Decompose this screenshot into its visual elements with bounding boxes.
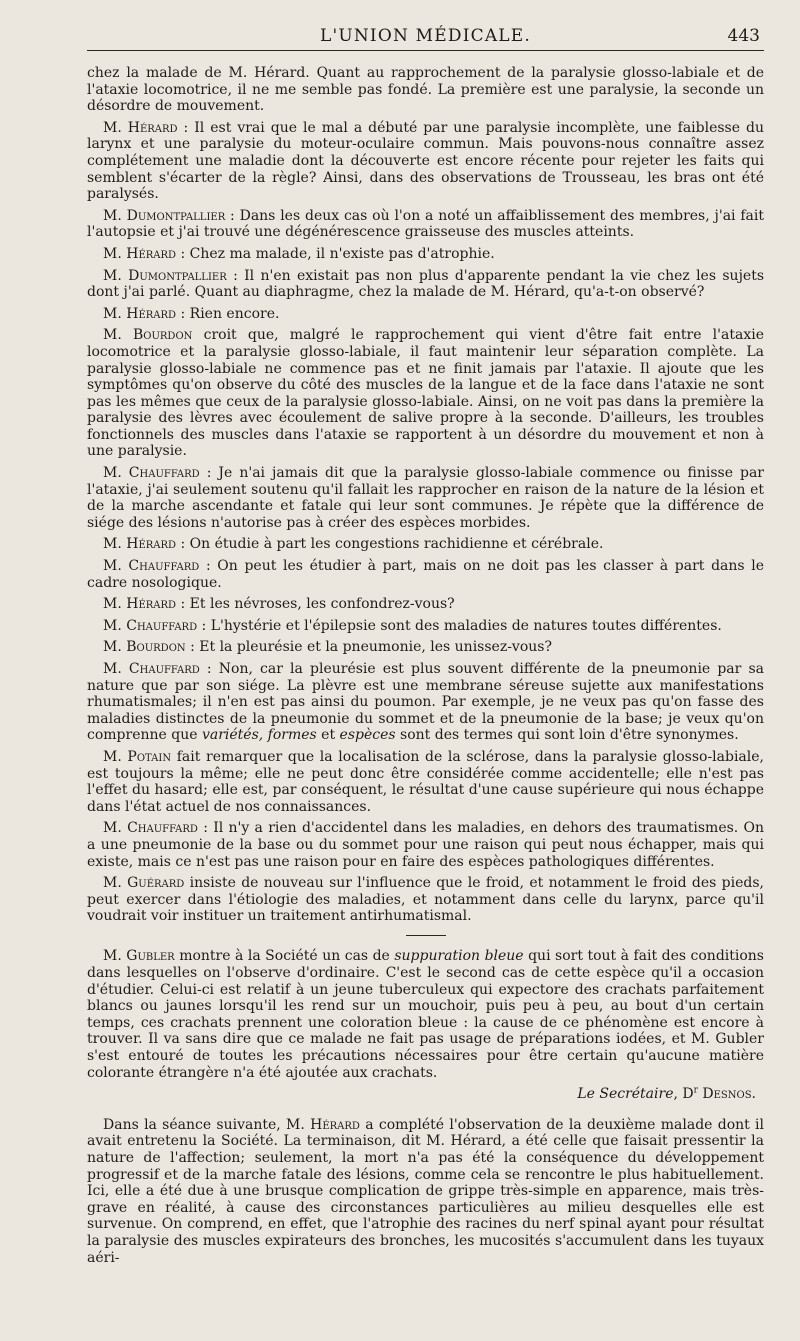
paragraph: M. Potain fait remarquer que la localisation de la sclérose, dans la paralysie glosso-labiale, est toujours la même; elle ne peut donc être considérée comme accidentelle; elle n'est pas l'effet du hasard; elle est, par conséquent, le résultat d'une cause supérieure qui nous échappe dans l'état actuel de nos connaissances. — [87, 748, 764, 815]
paragraph: M. Chauffard : L'hystérie et l'épilepsie sont des maladies de natures toutes différentes. — [103, 617, 722, 634]
paragraph: M. Guérard insiste de nouveau sur l'influence que le froid, et notamment le froid des pieds, peut exercer dans l'étiologie des maladies, et notamment dans celle du larynx, parce qu'il voudrait voir instituer un traitement antirhumatismal. — [87, 875, 764, 925]
speaker-name: M. Chauffard — [103, 661, 200, 677]
speaker-name: M. Hérard — [103, 245, 177, 262]
paragraph: chez la malade de M. Hérard. Quant au rapprochement de la paralysie glosso-labiale et de l'ataxie locomotrice, il ne me semble pas fondé. La première est une paralysie, la seconde un désordre de mouvement. — [87, 65, 764, 115]
speaker-name: M. Chauffard — [103, 617, 198, 634]
paragraph: M. Gubler montre à la Société un cas de suppuration bleue qui sort tout à fait des conditions dans lesquelles on l'observe d'ordinaire. C'est le second cas de cette espèce qu'il a occasion d'étudier. Celui-ci est relatif à un jeune tuberculeux qui expectore des crachats parfaitement blancs ou jaunes lorsqu'il les rend sur un mouchoir, puis peu à peu, au bout d'un certain temps, ces crachats prennent une coloration bleue : la cause de ce phénomène est encore à trouver. Il va sans dire que ce malade ne fait pas usage de préparations iodées, et M. Gubler s'est entouré de toutes les précautions nécessaires pour être certain qu'aucune matière colorante étrangère n'a été ajoutée aux crachats. — [87, 948, 764, 1081]
speaker-name: M. Dumontpallier — [103, 267, 227, 284]
paragraph: M. Bourdon : Et la pleurésie et la pneumonie, les unissez-vous? — [103, 639, 552, 656]
paragraph: M. Hérard : Et les névroses, les confondrez-vous? — [103, 596, 455, 613]
speaker-name: M. Hérard — [103, 596, 177, 613]
speaker-name: M. Chauffard — [103, 558, 200, 575]
speaker-name: M. Gubler — [103, 948, 175, 965]
paragraph: M. Dumontpallier : Il n'en existait pas non plus d'apparente pendant la vie chez les sujets dont j'ai parlé. Quant au diaphragme, chez la malade de M. Hérard, qu'a-t-on observé? — [87, 267, 765, 301]
speaker-name: M. Hérard — [103, 305, 177, 322]
paragraph: M. Hérard : Chez ma malade, il n'existe pas d'atrophie. — [103, 245, 495, 262]
paragraph: M. Chauffard : Non, car la pleurésie est plus souvent différente de la pneumonie par sa nature que par son siége. La plèvre est une membrane séreuse sujette aux manifestations rhumatismales; il n'en est pas ainsi du poumon. Par exemple, je ne veux pas qu'on fasse des maladies distinctes de la pneumonie du sommet et de la pneumonie de la base; je veux qu'on comprenne que variétés, formes et espèces sont des termes qui sont loin d'être synonymes. — [87, 661, 765, 744]
page-number: 443 — [727, 26, 760, 46]
paragraph: M. Chauffard : On peut les étudier à part, mais on ne doit pas les classer à part dans le cadre nosologique. — [87, 558, 764, 591]
speaker-name: M. Dumontpallier — [103, 207, 226, 224]
speaker-name: M. Chauffard — [103, 820, 198, 837]
journal-title: L'UNION MÉDICALE. — [319, 26, 532, 46]
running-header — [87, 22, 764, 51]
paragraph: M. Hérard : Il est vrai que le mal a débuté par une paralysie incomplète, une faiblesse du larynx et une paralysie du moteur-oculaire commun. Mais pouvons-nous connaître assez complétement une maladie dont la découverte est encore récente pour rejeter les faits qui semblent s'écarter de la règle? Ainsi, dans des observations de Trousseau, les bras ont été paralysés. — [87, 119, 764, 203]
speaker-name: M. Hérard — [103, 119, 178, 136]
paragraph: M. Hérard : On étudie à part les congestions rachidienne et cérébrale. — [103, 536, 604, 553]
paragraph: M. Hérard : Rien encore. — [103, 305, 280, 322]
paragraph: M. Chauffard : Il n'y a rien d'accidentel dans les maladies, en dehors des traumatismes. On a une pneumonie de la base ou du sommet pour une raison qui peut nous échapper, mais qui existe, mais ce n'est pas une raison pour en faire des espèces pathologiques différentes. — [87, 820, 765, 870]
speaker-name: M. Bourdon — [103, 327, 193, 344]
article-body — [87, 65, 764, 1266]
speaker-name: M. Hérard — [103, 536, 177, 553]
paragraph: M. Dumontpallier : Dans les deux cas où l'on a noté un affaiblissement des membres, j'ai fait l'autopsie et j'ai trouvé une dégénérescence graisseuse des muscles atteints. — [87, 207, 764, 241]
section-separator — [406, 935, 446, 937]
speaker-name: M. Potain — [103, 748, 172, 765]
paragraph: Dans la séance suivante, M. Hérard a complété l'observation de la deuxième malade dont il avait entretenu la Société. La terminaison, dit M. Hérard, a été celle que faisait pressentir la nature de l'affection; seulement, la mort n'a pas été la conséquence du développement progressif et de la marche fatale des lésions, comme cela se rencontre le plus habituellement. Ici, elle a été due à une brusque complication de grippe très-simple en apparence, mais très-grave en réalité, à cause des circonstances particulières au milieu desquelles elle est survenue. On comprend, en effet, que l'atrophie des racines du nerf spinal ayant pour résultat la paralysie des muscles expirateurs des bronches, les mucosités s'accumulent dans les tuyaux aéri- — [87, 1116, 765, 1266]
paragraph: M. Bourdon croit que, malgré le rapprochement qui vient d'être fait entre l'ataxie locomotrice et la paralysie glosso-labiale, il faut maintenir leur séparation complète. La paralysie glosso-labiale ne commence pas et ne finit jamais par l'ataxie. Il ajoute que les symptômes qu'on observe du côté des muscles de la langue et de la face dans l'ataxie ne sont pas les mêmes que ceux de la paralysie glosso-labiale. Ainsi, on ne voit pas dans la première la paralysie des lèvres avec écoulement de salive propre à la seconde. D'ailleurs, les troubles fonctionnels des muscles dans l'ataxie se rapportent à un désordre du mouvement et non à une paralysie. — [87, 327, 764, 460]
speaker-name: M. Bourdon — [103, 639, 186, 656]
secretary-signature: Le Secrétaire, $D^r$ Desnos. — [577, 1085, 756, 1103]
paragraph: M. Chauffard : Je n'ai jamais dit que la paralysie glosso-labiale commence ou finisse par l'ataxie, j'ai seulement soutenu qu'il fallait les rapprocher en raison de la nature de la lésion et de la marche ascendante et fatale qui leur sont communes. Je répète que la différence de siége des lésions n'autorise pas à créer des espèces morbides. — [87, 465, 764, 531]
speaker-name: M. Guérard — [103, 875, 185, 892]
speaker-name: M. Chauffard — [103, 465, 200, 482]
